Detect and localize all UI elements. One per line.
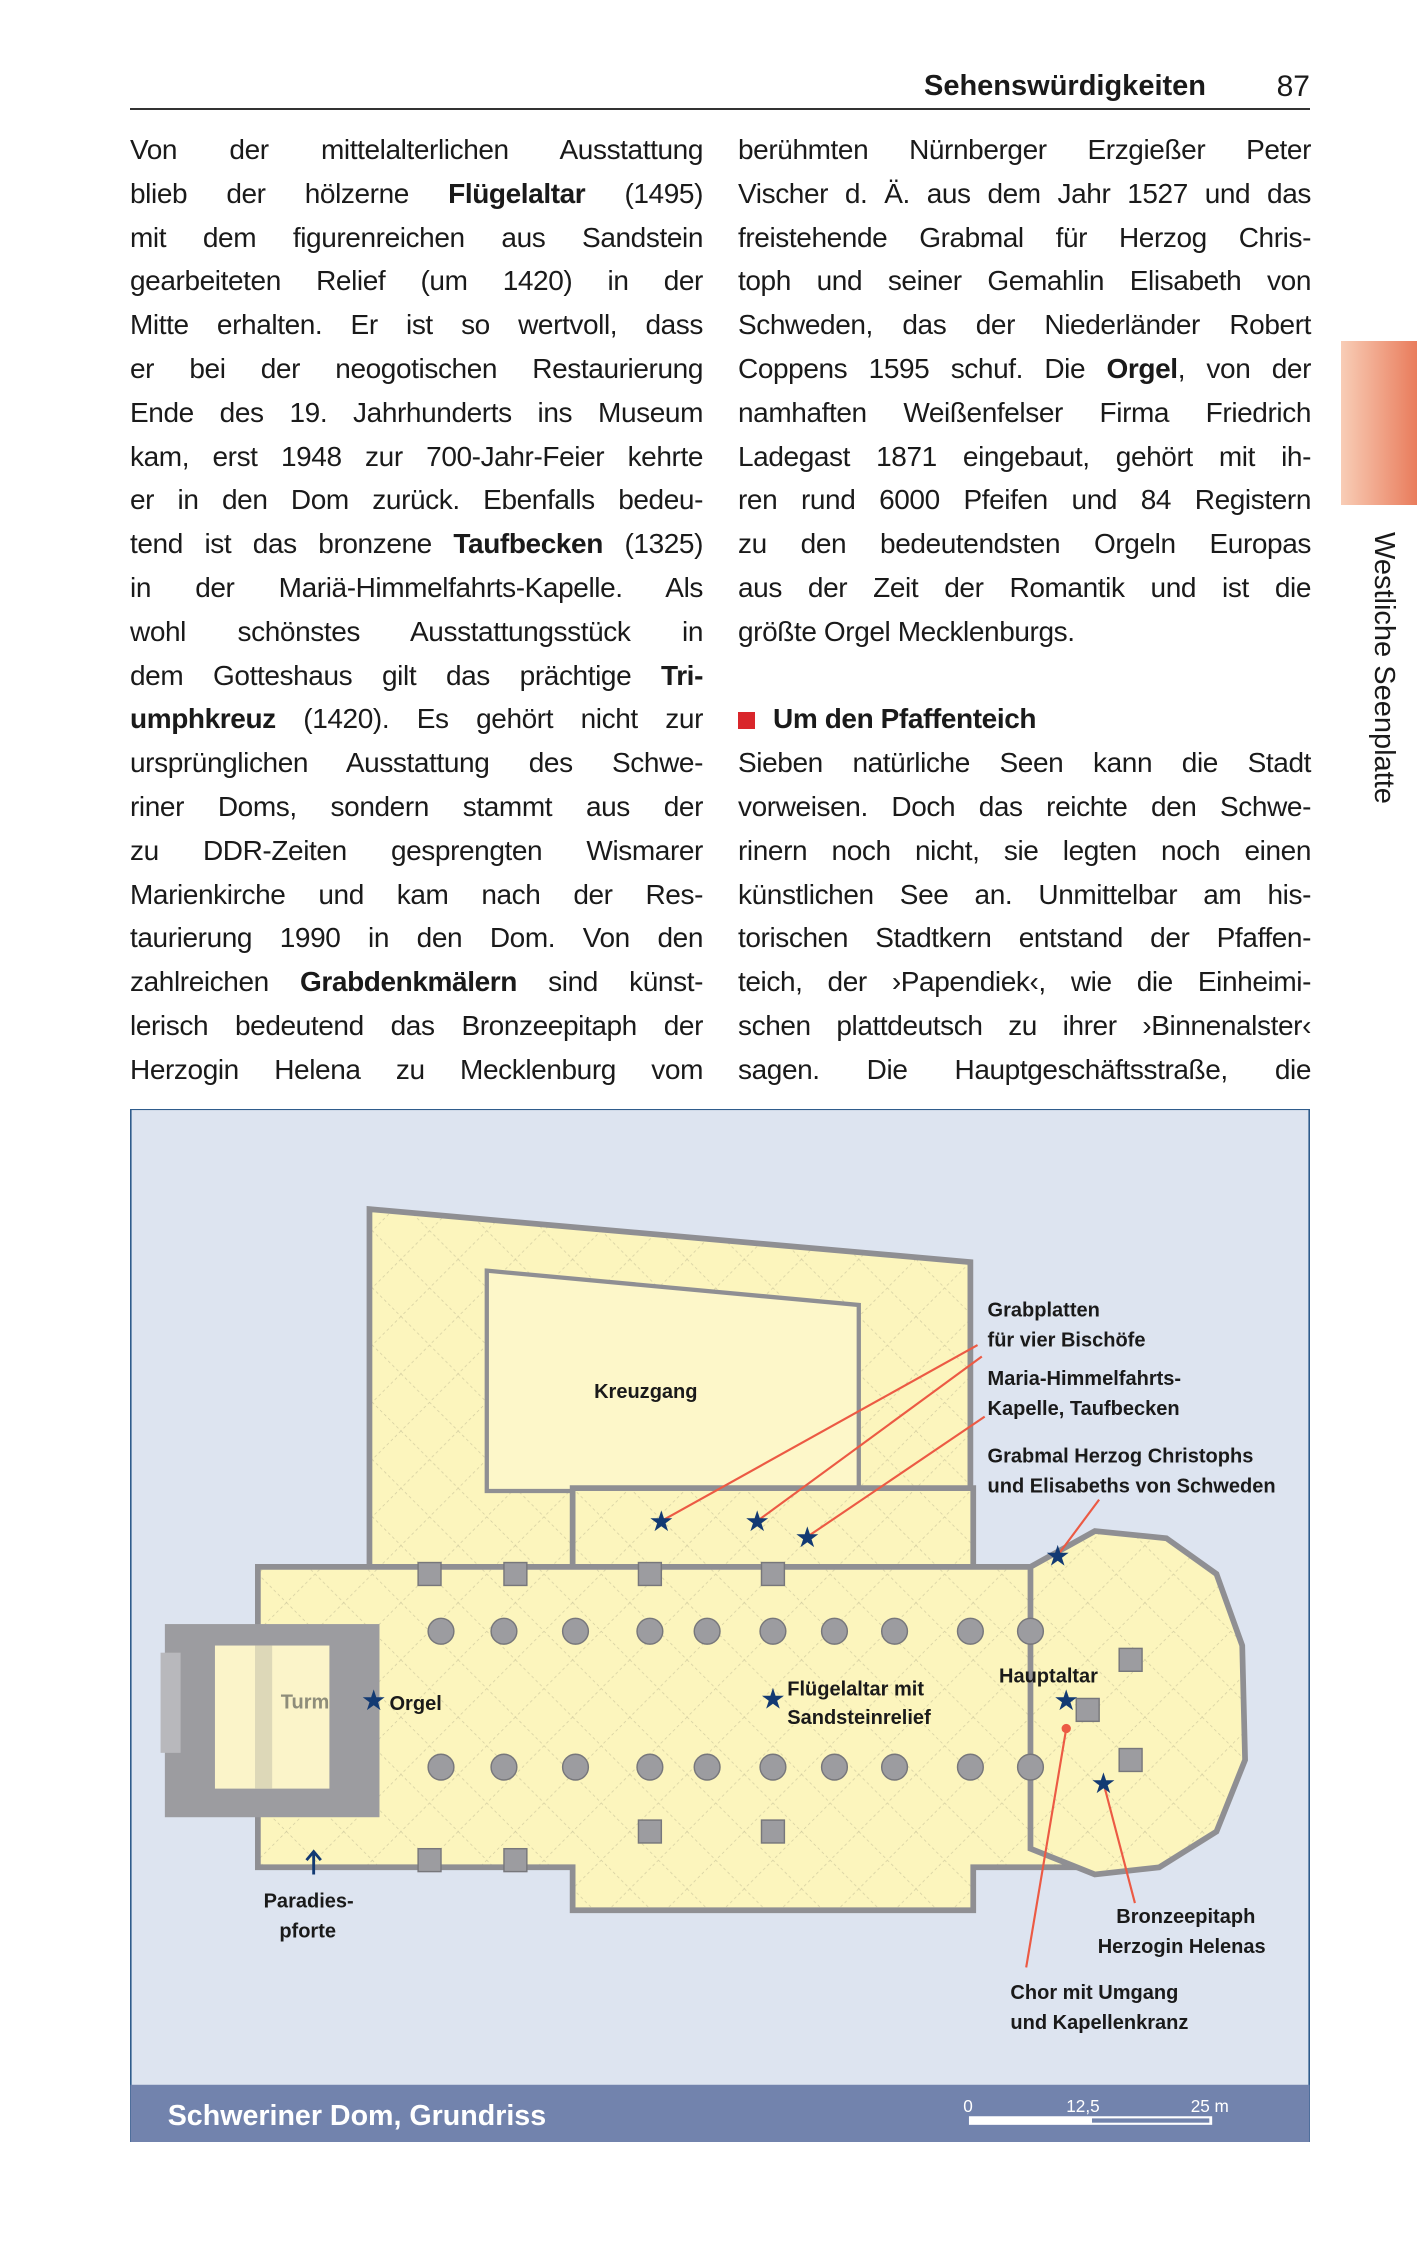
text-run: dem Gotteshaus gilt das prächtige (130, 659, 662, 691)
text-run: sind künst- (516, 966, 703, 998)
section-heading (738, 697, 1311, 741)
text-run: er bei der neogotischen Restaurierung (130, 353, 703, 384)
text-line (130, 829, 703, 873)
pier (563, 1754, 589, 1780)
text-line (738, 478, 1311, 522)
cathedral-floor-plan (130, 1109, 1310, 2142)
running-header (130, 64, 1310, 110)
text-line (130, 391, 703, 435)
text-run: toph und seiner Gemahlin Elisabeth von (738, 265, 1311, 297)
pier (761, 1820, 784, 1843)
text-line (738, 128, 1311, 172)
pier (760, 1754, 786, 1780)
pier (694, 1754, 720, 1780)
pier (637, 1754, 663, 1780)
text-line (130, 1004, 703, 1048)
star-icon: ★ (1053, 1682, 1080, 1717)
label-orgel: Orgel (389, 1692, 442, 1715)
text-line (738, 741, 1311, 785)
bold-term: umphkreuz (130, 703, 276, 735)
label-fluegelaltar-2: Sandsteinrelief (787, 1707, 931, 1730)
scale-tick-mid: 12,5 (1066, 2095, 1100, 2116)
bold-term: Flügelaltar (448, 177, 586, 209)
text-line (738, 172, 1311, 216)
text-run: größte Orgel Mecklenburgs. (738, 615, 1075, 647)
text-run: freistehende Grabmal für Herzog Chris- (738, 221, 1311, 253)
pier (428, 1754, 454, 1780)
text-line (738, 259, 1311, 303)
text-run: taurierung 1990 in den Dom. Von den (130, 922, 703, 954)
text-run: Ladegast 1871 eingebaut, gehört mit ih- (738, 440, 1311, 472)
pier (491, 1754, 517, 1780)
pier (418, 1563, 441, 1586)
text-run: aus der Zeit der Romantik und ist die (738, 572, 1311, 603)
text-line (130, 741, 703, 785)
text-run: namhaften Weißenfelser Firma Friedrich (738, 396, 1311, 428)
star-icon: ★ (794, 1519, 821, 1554)
text-line (738, 347, 1311, 391)
star-icon: ★ (360, 1682, 387, 1717)
pier (638, 1563, 661, 1586)
text-line (738, 829, 1311, 873)
star-icon: ★ (760, 1681, 786, 1716)
text-line (130, 873, 703, 917)
map-caption: Schweriner Dom, Grundriss (167, 2099, 547, 2132)
bold-term: Orgel (1106, 353, 1178, 384)
pier (761, 1563, 784, 1586)
text-line (738, 1004, 1311, 1048)
label-bronzeepitaph-2: Herzogin Helenas (1097, 1936, 1266, 1959)
text-run: wohl schönstes Ausstattungsstück in (130, 615, 703, 647)
text-run: gearbeiteten Relief (um 1420) in der (130, 265, 703, 297)
label-fluegelaltar: Flügelaltar mit (787, 1678, 925, 1701)
text-line (130, 697, 703, 741)
text-line (738, 522, 1311, 566)
pier (563, 1618, 589, 1644)
text-line (738, 303, 1311, 347)
bold-term: Grabdenkmälern (300, 966, 517, 998)
text-line (738, 391, 1311, 435)
text-line (130, 347, 703, 391)
text-run: ursprünglichen Ausstattung des Schwe- (130, 747, 703, 779)
text-run: rinern noch nicht, sie legten noch einen (738, 834, 1311, 866)
label-grabplatten-2: für vier Bischöfe (987, 1329, 1146, 1352)
text-line (130, 172, 703, 216)
text-line (130, 303, 703, 347)
label-paradiespforte: Paradies- (263, 1890, 354, 1913)
text-run: zu den bedeutendsten Orgeln Europas (738, 528, 1311, 560)
text-run: Ende des 19. Jahrhunderts ins Museum (130, 396, 703, 428)
red-square-icon (738, 712, 755, 729)
text-run: (1325) (602, 528, 704, 560)
label-maria-2: Kapelle, Taufbecken (987, 1398, 1180, 1421)
text-line (130, 610, 703, 654)
pier (418, 1849, 441, 1872)
text-run: in der Mariä-Himmelfahrts-Kapelle. Als (130, 572, 703, 603)
text-run: (1495) (585, 177, 703, 209)
text-run: zahlreichen (130, 966, 301, 998)
chor-marker (1063, 1725, 1070, 1732)
heading-text: Um den Pfaffenteich (773, 703, 1037, 735)
label-grabmal: Grabmal Herzog Christophs (987, 1445, 1254, 1468)
pier (760, 1618, 786, 1644)
chapter-label: Westliche Seenplatte (1368, 532, 1400, 804)
text-line (738, 610, 1311, 654)
scale-tick-end: 25 m (1190, 2095, 1229, 2116)
text-run: Vischer d. Ä. aus dem Jahr 1527 und das (738, 177, 1311, 209)
chapter-tab (1341, 341, 1417, 505)
section-title: Sehenswürdigkeiten (923, 70, 1206, 102)
text-line (738, 960, 1311, 1004)
tower (161, 1624, 380, 1817)
pier (428, 1618, 454, 1644)
text-run: , von der (1177, 353, 1312, 384)
text-run: zu DDR-Zeiten gesprengten Wismarer (130, 834, 703, 866)
text-run: Sieben natürliche Seen kann die Stadt (738, 747, 1311, 779)
label-turm: Turm (280, 1691, 330, 1714)
text-run: berühmten Nürnberger Erzgießer Peter (738, 134, 1311, 165)
text-run: lerisch bedeutend das Bronzeepitaph der (130, 1010, 703, 1041)
text-run: riner Doms, sondern stammt aus der (130, 791, 703, 822)
text-line (130, 522, 703, 566)
text-run: teich, der ›Papendiek‹, wie die Einheimi- (738, 966, 1311, 998)
text-run: (1420). Es gehört nicht zur (275, 703, 703, 735)
scale-tick-0: 0 (963, 2095, 973, 2116)
pier (1119, 1749, 1142, 1772)
label-paradiespforte-2: pforte (279, 1920, 337, 1943)
label-hauptaltar: Hauptaltar (998, 1665, 1098, 1688)
text-line (130, 566, 703, 610)
text-run: ren rund 6000 Pfeifen und 84 Registern (738, 484, 1311, 516)
pier (637, 1618, 663, 1644)
text-run: mit dem figurenreichen aus Sandstein (130, 221, 703, 253)
text-run: Coppens 1595 schuf. Die (738, 353, 1107, 384)
label-kreuzgang: Kreuzgang (594, 1381, 698, 1404)
bold-term: Tri- (661, 659, 703, 691)
text-line (738, 216, 1311, 260)
text-run: blieb der hölzerne (130, 177, 449, 209)
text-run: schen plattdeutsch zu ihrer ›Binnenalster‹ (738, 1010, 1311, 1041)
label-grabmal-2: und Elisabeths von Schweden (987, 1475, 1276, 1498)
page-number: 87 (1276, 70, 1310, 103)
text-line (738, 873, 1311, 917)
text-run: Herzogin Helena zu Mecklenburg vom (130, 1053, 703, 1085)
star-icon: ★ (1044, 1538, 1071, 1573)
pier (491, 1618, 517, 1644)
pier (882, 1618, 908, 1644)
bold-term: Taufbecken (453, 528, 603, 560)
label-chor: Chor mit Umgang (1010, 1981, 1179, 2004)
star-icon: ★ (744, 1504, 771, 1539)
text-run: er in den Dom zurück. Ebenfalls bedeu- (130, 484, 703, 516)
pier (1018, 1618, 1044, 1644)
text-line (130, 259, 703, 303)
pier (958, 1618, 984, 1644)
text-line (130, 128, 703, 172)
pier (822, 1618, 848, 1644)
text-line (738, 566, 1311, 610)
star-icon: ★ (648, 1504, 675, 1539)
text-line (130, 1048, 703, 1092)
text-run: Mitte erhalten. Er ist so wertvoll, dass (130, 309, 703, 341)
text-line (738, 435, 1311, 479)
pier (504, 1849, 527, 1872)
text-run: vorweisen. Doch das reichte den Schwe- (738, 791, 1311, 822)
star-icon: ★ (1090, 1765, 1117, 1800)
text-run: sagen. Die Hauptgeschäftsstraße, die (738, 1053, 1311, 1085)
text-run: tend ist das bronzene (130, 528, 454, 560)
pier (694, 1618, 720, 1644)
text-run: Von der mittelalterlichen Ausstattung (130, 134, 703, 165)
label-bronzeepitaph: Bronzeepitaph (1116, 1906, 1256, 1929)
pier (1119, 1648, 1142, 1671)
text-line (738, 1048, 1311, 1092)
pier (638, 1820, 661, 1843)
text-run: künstlichen See an. Unmittelbar am his- (738, 878, 1311, 910)
text-run: kam, erst 1948 zur 700-Jahr-Feier kehrte (130, 440, 703, 472)
pier (958, 1754, 984, 1780)
pier (1018, 1754, 1044, 1780)
text-line (130, 916, 703, 960)
nave (258, 1567, 1145, 1913)
text-line (130, 216, 703, 260)
pier (822, 1754, 848, 1780)
label-grabplatten: Grabplatten (987, 1299, 1100, 1322)
text-line (130, 654, 703, 698)
text-run: torischen Stadtkern entstand der Pfaffen- (738, 922, 1311, 954)
north-transept (573, 1488, 974, 1574)
label-chor-2: und Kapellenkranz (1010, 2011, 1189, 2034)
text-line (738, 785, 1311, 829)
label-maria: Maria-Himmelfahrts- (987, 1368, 1182, 1391)
text-line (130, 478, 703, 522)
text-run: Schweden, das der Niederländer Robert (738, 309, 1311, 341)
text-line (130, 435, 703, 479)
text-run: Marienkirche und kam nach der Res- (130, 878, 703, 910)
pier (1076, 1698, 1099, 1721)
text-line (738, 916, 1311, 960)
text-line (130, 960, 703, 1004)
pier (882, 1754, 908, 1780)
pier (504, 1563, 527, 1586)
text-line (130, 785, 703, 829)
